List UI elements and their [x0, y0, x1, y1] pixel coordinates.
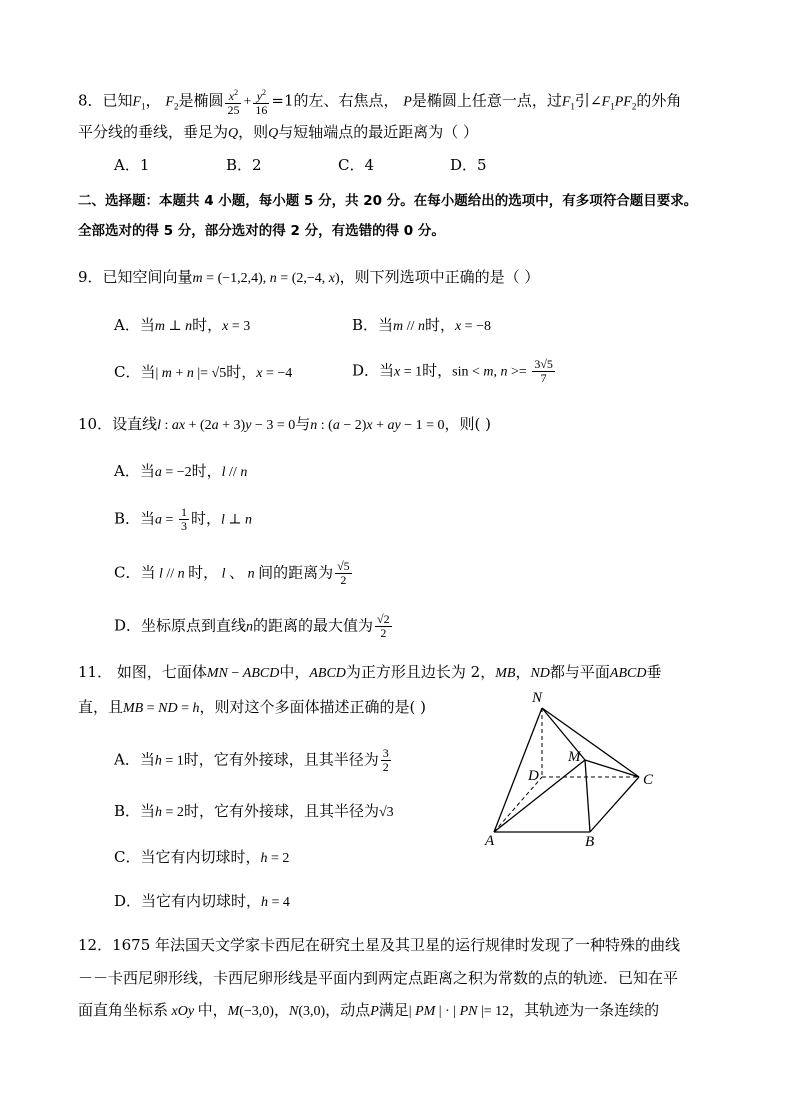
q10-option-c[interactable]: C．当 l // n 时， l 、 n 间的距离为 $\frac{√5}{2}$ [114, 559, 350, 587]
q11-text: ， [515, 663, 531, 681]
q9-option-c[interactable]: C．当| m + n |= √5时，x = −4 [114, 363, 293, 381]
q9-text: 时， [226, 363, 257, 381]
q12-text: ， [273, 1001, 289, 1019]
q9-text: B．当 [352, 316, 394, 334]
q11-text: A．当 [114, 750, 155, 769]
q10-text: B．当 [114, 509, 156, 528]
q11-stem-line2: 直，且MB = ND = h，则对这个多面体描述正确的是( ) [78, 698, 426, 716]
q8-text: 平分线的垂线，垂足为 [78, 123, 229, 141]
q12-text: ，动点 [325, 1001, 371, 1019]
q8-text: 是椭圆 [178, 91, 224, 110]
q10-text: 与 [295, 415, 311, 433]
q11-text: 为正方形且边长为 2， [345, 663, 496, 681]
q9-option-a[interactable]: A．当m ⊥ n时，x = 3 [114, 316, 251, 334]
q12-text: 满足 [378, 1001, 409, 1019]
q8-option-d[interactable]: D．5 [450, 156, 487, 174]
q10-text: 时， [190, 509, 221, 528]
q11-stem-line1: 11． 如图，七面体MN − ABCD中，ABCD为正方形且边长为 2，MB，ND都与平面ABCD垂 [78, 663, 662, 681]
q11-text: 中， [279, 663, 310, 681]
q8-text: 8．已知 [78, 91, 133, 110]
q11-option-c[interactable]: C．当它有内切球时，h = 2 [114, 848, 290, 866]
q9-text: 时， [424, 316, 455, 334]
q12-line1: 12．1675 年法国天文学家卡西尼在研究土星及其卫星的运行规律时发现了一种特殊的曲线 [78, 936, 681, 954]
q8-option-a[interactable]: A．1 [114, 156, 150, 174]
q8-text: 的外角 [636, 91, 682, 110]
label-D: D [528, 768, 539, 784]
q10-text: C．当 [114, 563, 156, 582]
q8-option-b[interactable]: B．2 [226, 156, 262, 174]
q10-text: A．当 [114, 462, 155, 480]
edge-NC [542, 708, 639, 777]
q12-line3: 面直角坐标系 xOy 中，M(−3,0)，N(3,0)，动点P满足| PM | · | PN |= 12，其轨迹为一条连续的 [78, 1001, 660, 1019]
q9-option-d[interactable]: D．当x = 1时，sin < m, n >= $\frac{3√5}{7}$ [352, 357, 553, 385]
q11-text: 直，且 [78, 698, 124, 716]
q11-option-d[interactable]: D．当它有内切球时，h = 4 [114, 892, 290, 910]
q11-text: B．当 [114, 802, 156, 820]
q11-text: D．当它有内切球时， [114, 892, 262, 910]
q10-text: ，则( ) [444, 415, 491, 433]
q10-option-d[interactable]: D．坐标原点到直线n的距离的最大值为 $\frac{√2}{2}$ [114, 612, 390, 640]
q10-option-b[interactable]: B．当a = $\frac{1}{3}$ 时，l ⊥ n [114, 505, 253, 533]
q12-text: 中， [197, 1001, 228, 1019]
q9-text: 时， [422, 361, 453, 380]
q10-option-a[interactable]: A．当a = −2时，l // n [114, 462, 248, 480]
label-B: B [585, 834, 595, 850]
q10-text: 时， [191, 462, 222, 480]
q11-text: 11． 如图，七面体 [78, 663, 207, 681]
label-M: M [568, 749, 581, 765]
edge-BC [590, 777, 639, 832]
q8-text: 引 [574, 91, 590, 110]
q10-text: 、 [229, 563, 245, 582]
q11-text: 时，它有外接球，且其半径为 [183, 750, 379, 769]
q9-stem: 9．已知空间向量m = (−1,2,4), n = (2,−4, x)，则下列选项中正确的是（ ） [78, 268, 540, 286]
q9-text: ，则下列选项中正确的是（ ） [339, 268, 540, 286]
label-C: C [643, 772, 654, 788]
q11-option-b[interactable]: B．当h = 2时，它有外接球，且其半径为√3 [114, 802, 394, 820]
q9-option-b[interactable]: B．当m // n时，x = −8 [352, 316, 491, 334]
edge-MC [585, 760, 639, 777]
q12-line2: －－卡西尼卵形线，卡西尼卵形线是平面内到两定点距离之积为常数的点的轨迹．已知在平 [78, 969, 679, 987]
q8-line1: 8．已知$F_1$， $F_2$是椭圆 $\frac{x^2}{25}$ + $\frac{y^2}{16}$ =1的左、右焦点， P是椭圆上任意一点，过$F_1$引$\angle F_1PF_2$的外角 [78, 88, 682, 117]
q10-text: 时， [188, 563, 219, 582]
q12-text: ，其轨迹为一条连续的 [509, 1001, 660, 1019]
q8-text: =1的左、右焦点， [271, 91, 399, 110]
q9-text: 9．已知空间向量 [78, 268, 193, 286]
q12-text: 面直角坐标系 [78, 1001, 169, 1019]
q8-text: ，则 [238, 123, 269, 141]
edge-MB [585, 760, 590, 832]
q10-text: D．坐标原点到直线 [114, 616, 247, 635]
q11-text: C．当它有内切球时， [114, 848, 261, 866]
q11-text: 都与平面 [549, 663, 610, 681]
q8-line2: 平分线的垂线，垂足为Q，则Q与短轴端点的最近距离为（ ） [78, 123, 479, 141]
q11-option-a[interactable]: A．当h = 1时，它有外接球，且其半径为 $\frac{3}{2}$ [114, 746, 389, 774]
q9-text: 时， [192, 316, 223, 334]
q11-text: 时，它有外接球，且其半径为 [183, 802, 379, 820]
q9-text: C．当 [114, 363, 156, 381]
section2-header-line1: 二、选择题：本题共 4 小题，每小题 5 分，共 20 分。在每小题给出的选项中，有多项符合题目要求。 [78, 193, 698, 209]
q11-text: 垂 [646, 663, 662, 681]
q8-option-c[interactable]: C．4 [338, 156, 375, 174]
q10-text: 的距离的最大值为 [253, 616, 374, 635]
q8-text: 是椭圆上任意一点，过 [411, 91, 562, 110]
label-A: A [485, 833, 495, 849]
section2-header-line2: 全部选对的得 5 分，部分选对的得 2 分，有选错的得 0 分。 [78, 223, 445, 239]
q9-text: D．当 [352, 361, 395, 380]
q10-text: 间的距离为 [258, 563, 334, 582]
q11-text: ，则对这个多面体描述正确的是( ) [199, 698, 426, 716]
q9-text: A．当 [114, 316, 155, 334]
q10-stem: 10．设直线l : ax + (2a + 3)y − 3 = 0与n : (a − 2)x + ay − 1 = 0，则( ) [78, 415, 491, 433]
q10-text: 10．设直线 [78, 415, 158, 433]
label-N: N [532, 690, 543, 706]
polyhedron-figure [478, 688, 678, 853]
edge-AD-hidden [494, 777, 542, 832]
q8-text: 与短轴端点的最近距离为（ ） [278, 123, 479, 141]
